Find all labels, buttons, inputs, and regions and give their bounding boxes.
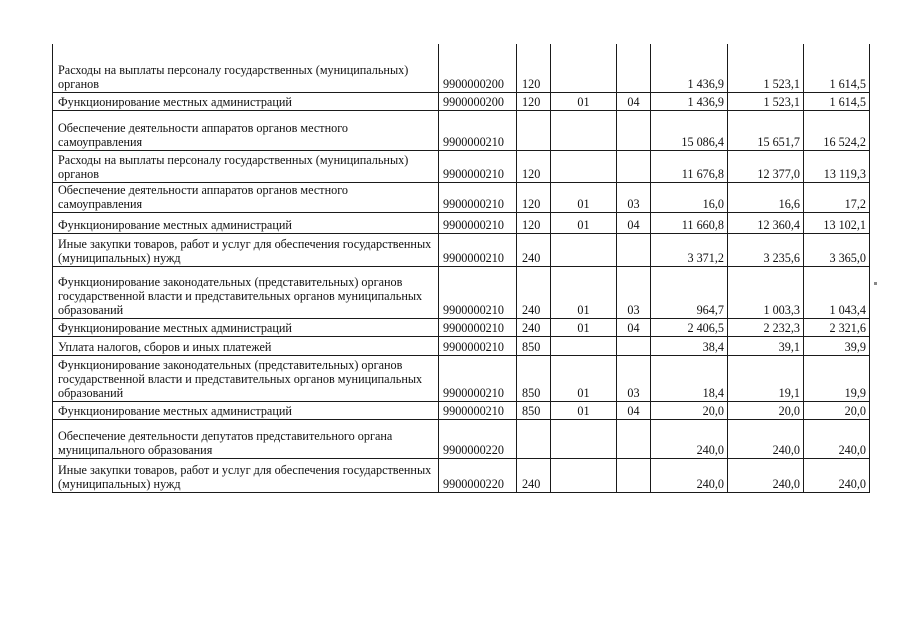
expense-type-code: 240 — [517, 318, 551, 336]
table-row — [53, 401, 870, 419]
subsection-code — [617, 419, 651, 458]
amount-year-3: 13 102,1 — [804, 212, 870, 233]
amount-year-3: 20,0 — [804, 401, 870, 419]
amount-year-1: 16,0 — [651, 182, 728, 212]
table-row — [53, 92, 870, 110]
target-article-code: 9900000210 — [439, 355, 517, 401]
amount-year-3: 16 524,2 — [804, 110, 870, 150]
expense-type-code: 240 — [517, 266, 551, 318]
amount-year-2: 15 651,7 — [728, 110, 804, 150]
amount-year-2: 19,1 — [728, 355, 804, 401]
section-code: 01 — [551, 92, 617, 110]
target-article-code: 9900000220 — [439, 458, 517, 492]
amount-year-1: 20,0 — [651, 401, 728, 419]
subsection-code: 04 — [617, 401, 651, 419]
scan-artifact — [874, 282, 877, 285]
section-code — [551, 150, 617, 182]
amount-year-1: 2 406,5 — [651, 318, 728, 336]
amount-year-1: 240,0 — [651, 458, 728, 492]
amount-year-1: 11 676,8 — [651, 150, 728, 182]
amount-year-1: 11 660,8 — [651, 212, 728, 233]
table-row — [53, 212, 870, 233]
table-row — [53, 318, 870, 336]
expense-type-code — [517, 110, 551, 150]
amount-year-3: 240,0 — [804, 419, 870, 458]
amount-year-2: 1 523,1 — [728, 44, 804, 92]
expense-type-code: 120 — [517, 212, 551, 233]
subsection-code — [617, 336, 651, 355]
amount-year-1: 15 086,4 — [651, 110, 728, 150]
section-code — [551, 44, 617, 92]
section-code — [551, 233, 617, 266]
amount-year-2: 39,1 — [728, 336, 804, 355]
expense-type-code: 120 — [517, 92, 551, 110]
table-row — [53, 458, 870, 492]
section-code: 01 — [551, 401, 617, 419]
row-description: Уплата налогов, сборов и иных платежей — [53, 336, 439, 355]
amount-year-2: 12 360,4 — [728, 212, 804, 233]
section-code: 01 — [551, 182, 617, 212]
expense-type-code: 850 — [517, 355, 551, 401]
amount-year-2: 1 003,3 — [728, 266, 804, 318]
amount-year-3: 1 614,5 — [804, 44, 870, 92]
target-article-code: 9900000210 — [439, 150, 517, 182]
table-row — [53, 44, 870, 92]
section-code — [551, 336, 617, 355]
amount-year-3: 19,9 — [804, 355, 870, 401]
subsection-code — [617, 458, 651, 492]
table-row — [53, 266, 870, 318]
budget-table — [52, 44, 870, 493]
table-row — [53, 150, 870, 182]
target-article-code: 9900000210 — [439, 233, 517, 266]
table-row — [53, 182, 870, 212]
amount-year-3: 3 365,0 — [804, 233, 870, 266]
amount-year-1: 1 436,9 — [651, 44, 728, 92]
target-article-code: 9900000200 — [439, 44, 517, 92]
subsection-code: 04 — [617, 212, 651, 233]
amount-year-1: 1 436,9 — [651, 92, 728, 110]
subsection-code: 03 — [617, 266, 651, 318]
amount-year-3: 1 043,4 — [804, 266, 870, 318]
amount-year-2: 1 523,1 — [728, 92, 804, 110]
expense-type-code: 850 — [517, 401, 551, 419]
amount-year-3: 17,2 — [804, 182, 870, 212]
amount-year-2: 240,0 — [728, 458, 804, 492]
section-code — [551, 458, 617, 492]
section-code — [551, 110, 617, 150]
row-description: Функционирование местных администраций — [53, 212, 439, 233]
target-article-code: 9900000210 — [439, 401, 517, 419]
subsection-code: 04 — [617, 92, 651, 110]
expense-type-code: 120 — [517, 44, 551, 92]
subsection-code — [617, 44, 651, 92]
section-code: 01 — [551, 266, 617, 318]
amount-year-1: 18,4 — [651, 355, 728, 401]
amount-year-2: 12 377,0 — [728, 150, 804, 182]
amount-year-2: 240,0 — [728, 419, 804, 458]
table-body — [53, 44, 870, 492]
target-article-code: 9900000210 — [439, 212, 517, 233]
target-article-code: 9900000210 — [439, 318, 517, 336]
row-description: Расходы на выплаты персоналу государственных (муниципальных) органов — [53, 150, 439, 182]
amount-year-1: 3 371,2 — [651, 233, 728, 266]
target-article-code: 9900000220 — [439, 419, 517, 458]
table-row — [53, 233, 870, 266]
row-description: Функционирование местных администраций — [53, 401, 439, 419]
expense-type-code: 240 — [517, 233, 551, 266]
amount-year-3: 1 614,5 — [804, 92, 870, 110]
subsection-code: 03 — [617, 182, 651, 212]
amount-year-2: 20,0 — [728, 401, 804, 419]
amount-year-2: 2 232,3 — [728, 318, 804, 336]
section-code: 01 — [551, 355, 617, 401]
section-code — [551, 419, 617, 458]
expense-type-code — [517, 419, 551, 458]
row-description: Функционирование законодательных (представительных) органов государственной власти и представительных органов муниципальных образований — [53, 355, 439, 401]
expense-type-code: 120 — [517, 182, 551, 212]
row-description: Функционирование законодательных (представительных) органов государственной власти и представительных органов муниципальных образований — [53, 266, 439, 318]
section-code: 01 — [551, 212, 617, 233]
row-description: Расходы на выплаты персоналу государственных (муниципальных) органов — [53, 44, 439, 92]
row-description: Иные закупки товаров, работ и услуг для обеспечения государственных (муниципальных) нужд — [53, 233, 439, 266]
table-row — [53, 336, 870, 355]
subsection-code: 04 — [617, 318, 651, 336]
subsection-code: 03 — [617, 355, 651, 401]
subsection-code — [617, 110, 651, 150]
amount-year-3: 2 321,6 — [804, 318, 870, 336]
expense-type-code: 850 — [517, 336, 551, 355]
row-description: Обеспечение деятельности аппаратов органов местного самоуправления — [53, 110, 439, 150]
subsection-code — [617, 150, 651, 182]
amount-year-2: 3 235,6 — [728, 233, 804, 266]
table-row — [53, 355, 870, 401]
table-row — [53, 110, 870, 150]
amount-year-1: 240,0 — [651, 419, 728, 458]
section-code: 01 — [551, 318, 617, 336]
target-article-code: 9900000210 — [439, 266, 517, 318]
target-article-code: 9900000210 — [439, 336, 517, 355]
subsection-code — [617, 233, 651, 266]
amount-year-3: 39,9 — [804, 336, 870, 355]
target-article-code: 9900000200 — [439, 92, 517, 110]
amount-year-1: 38,4 — [651, 336, 728, 355]
row-description: Функционирование местных администраций — [53, 318, 439, 336]
row-description: Функционирование местных администраций — [53, 92, 439, 110]
table-row — [53, 419, 870, 458]
amount-year-3: 240,0 — [804, 458, 870, 492]
expense-type-code: 240 — [517, 458, 551, 492]
row-description: Иные закупки товаров, работ и услуг для обеспечения государственных (муниципальных) нужд — [53, 458, 439, 492]
row-description: Обеспечение деятельности депутатов представительного органа муниципального образования — [53, 419, 439, 458]
expense-type-code: 120 — [517, 150, 551, 182]
amount-year-2: 16,6 — [728, 182, 804, 212]
amount-year-3: 13 119,3 — [804, 150, 870, 182]
row-description: Обеспечение деятельности аппаратов органов местного самоуправления — [53, 182, 439, 212]
target-article-code: 9900000210 — [439, 110, 517, 150]
amount-year-1: 964,7 — [651, 266, 728, 318]
target-article-code: 9900000210 — [439, 182, 517, 212]
